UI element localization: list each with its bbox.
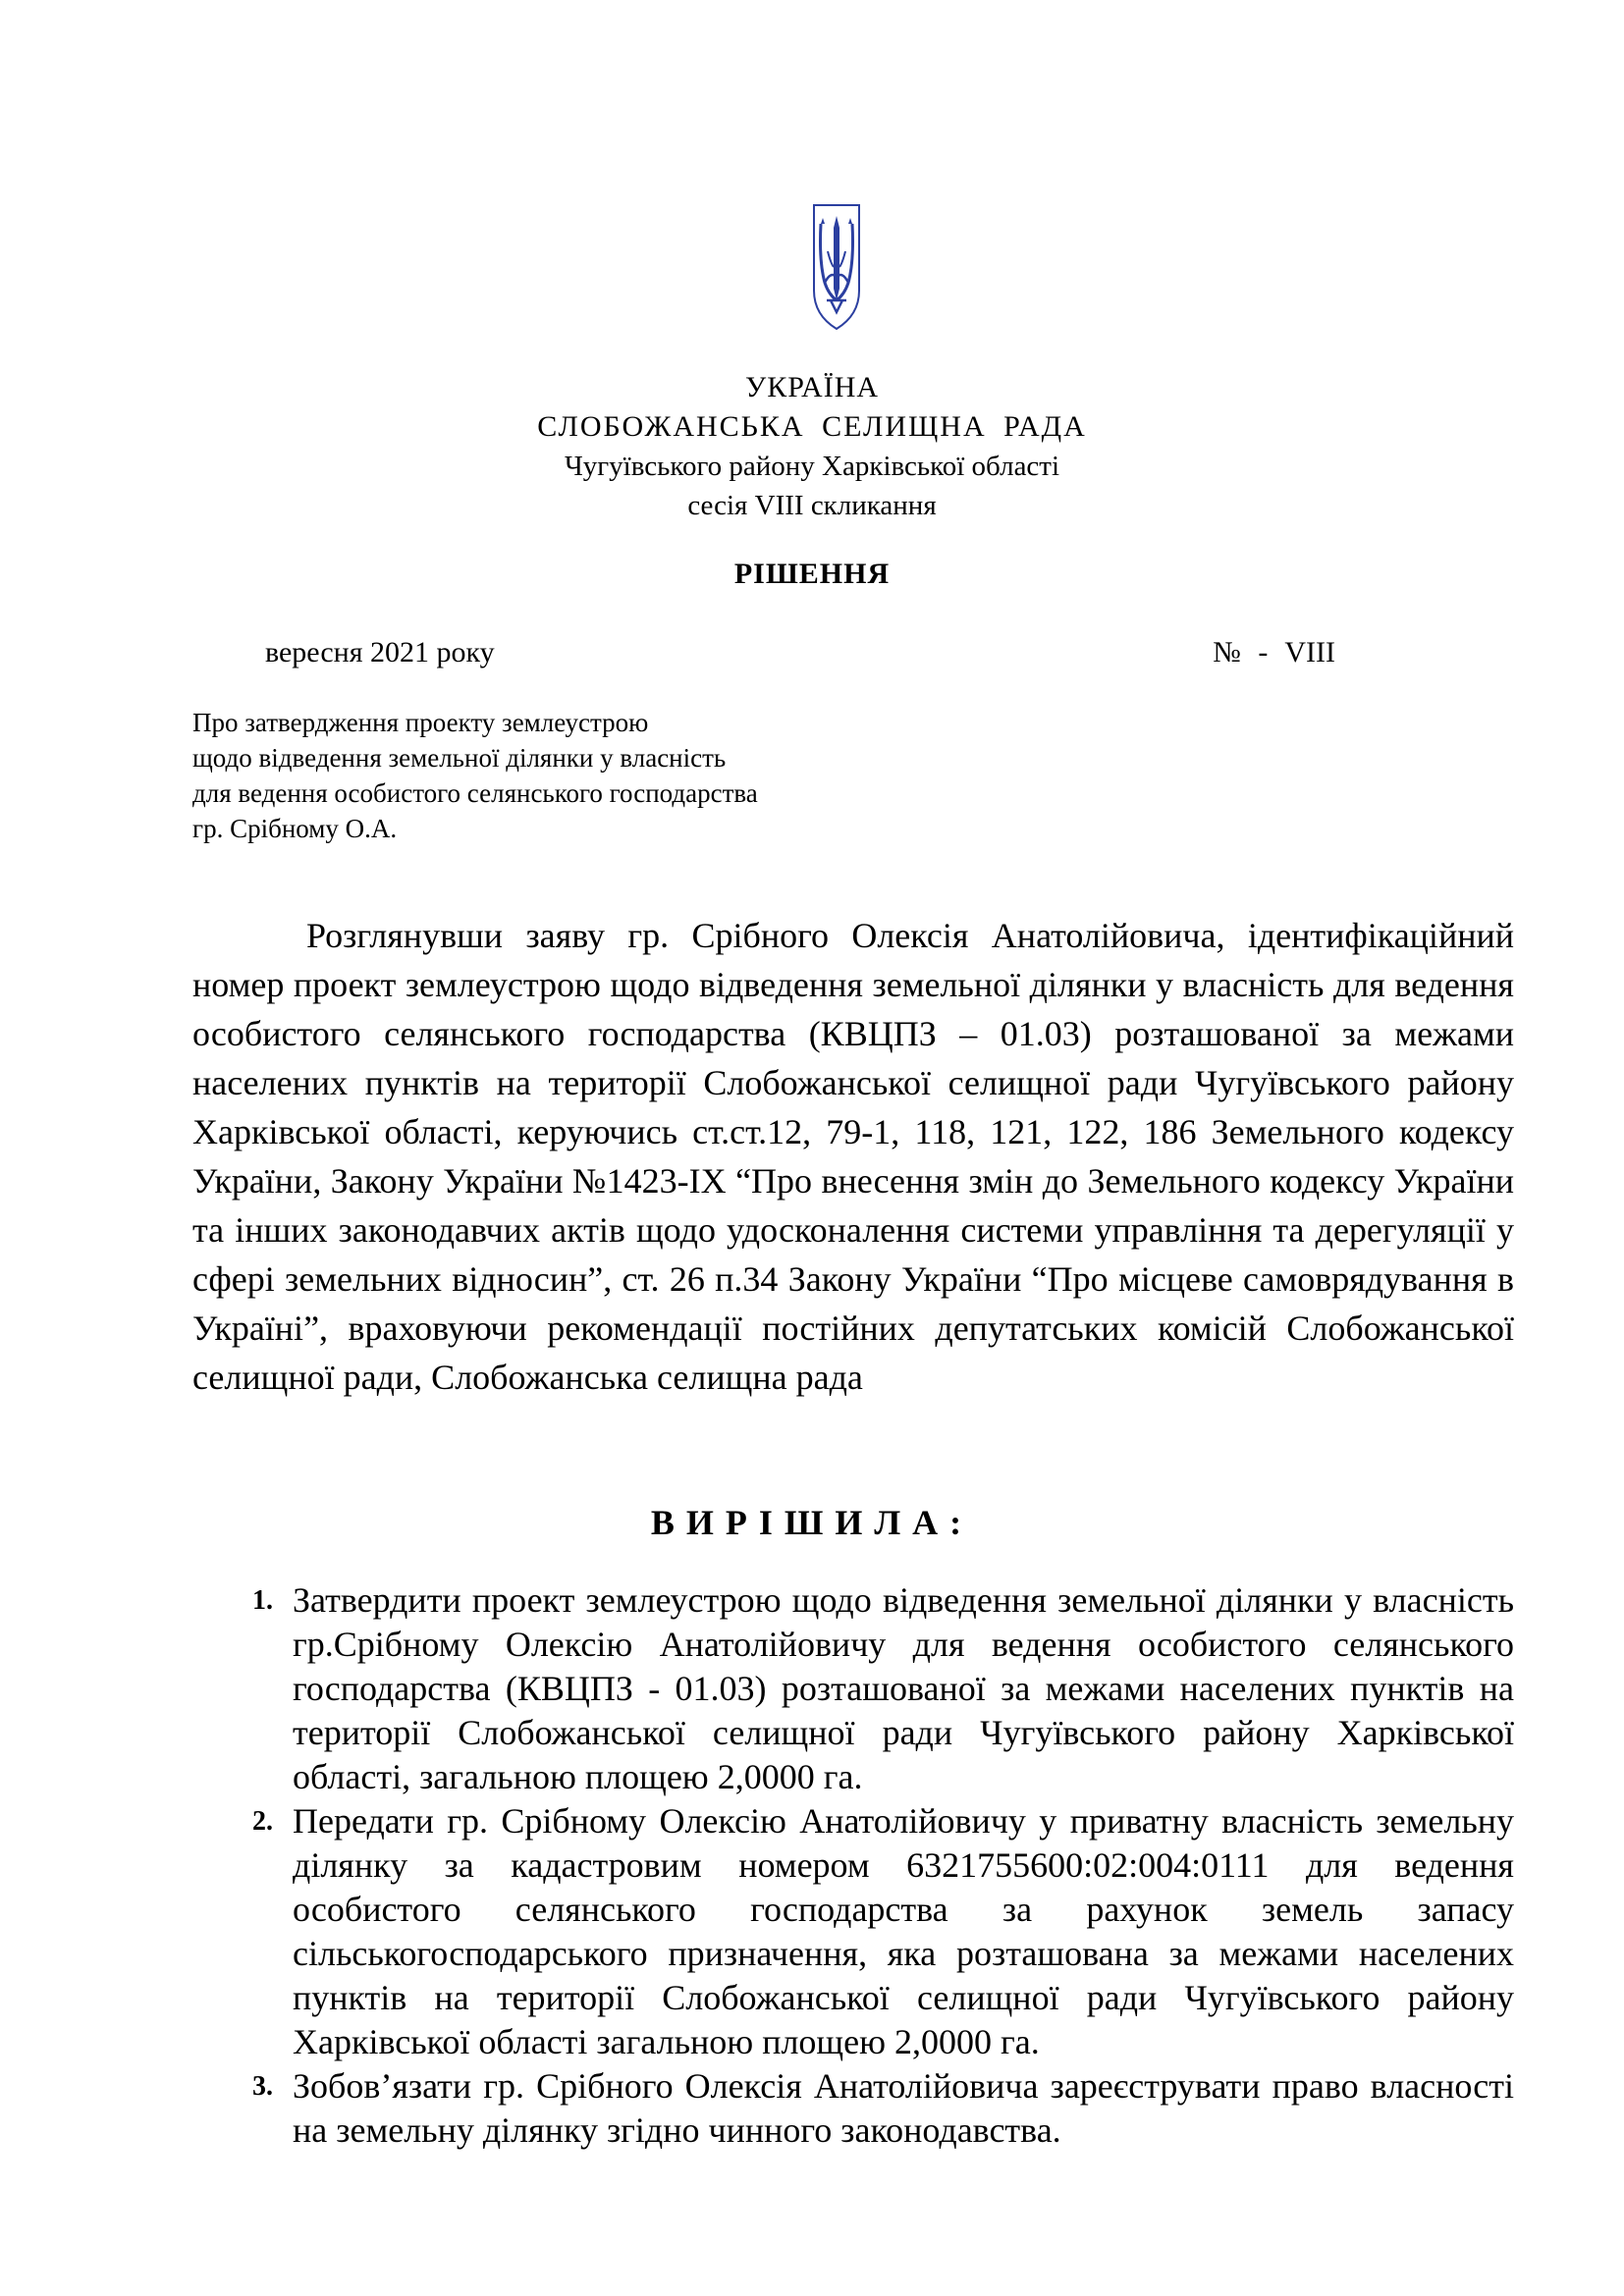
item-number: 3. bbox=[252, 2071, 273, 2102]
session-name: сесія VIII скликання bbox=[687, 490, 937, 521]
subject-line: Про затвердження проекту землеустрою bbox=[192, 708, 649, 737]
item-number: 1. bbox=[252, 1585, 273, 1616]
item-number: 2. bbox=[252, 1806, 273, 1837]
document-header bbox=[0, 368, 1624, 525]
country-name: УКРАЇНА bbox=[744, 371, 880, 403]
subject-line: для ведення особистого селянського господарства bbox=[192, 778, 758, 808]
decision-item bbox=[192, 2064, 1514, 2153]
decision-subject bbox=[192, 705, 1076, 846]
resolved-heading: ВИРІШИЛА: bbox=[650, 1503, 974, 1542]
item-text: Зобов’язати гр. Срібного Олексія Анатолійовича зареєструвати право власності на земельну ділянку згідно чинного законодавства. bbox=[293, 2066, 1514, 2150]
subject-line: гр. Срібному О.А. bbox=[192, 814, 398, 843]
district-name: Чугуївського району Харківської області bbox=[564, 451, 1060, 482]
decision-item bbox=[192, 1799, 1514, 2064]
decision-title: РІШЕННЯ bbox=[733, 558, 891, 590]
decision-item bbox=[192, 1578, 1514, 1799]
trident-coat-of-arms-icon bbox=[811, 202, 862, 332]
item-text: Затвердити проект землеустрою щодо відведення земельної ділянки у власність гр.Срібному Олексію Анатолійовичу для ведення особистого селянського господарства (КВЦПЗ - 01.03) розташованої за межами населених пунктів на території Слобожанської селищної ради Чугуївського району Харківської області, загальною площею 2,0000 га. bbox=[293, 1580, 1514, 1796]
item-text: Передати гр. Срібному Олексію Анатолійовичу у приватну власність земельну ділянку за кадастровим номером 6321755600:02:004:0111 для ведення особистого селянського господарства за рахунок земель запасу сільськогосподарського призначення, яка розташована за межами населених пунктів на території Слобожанської селищної ради Чугуївського району Харківської області загальною площею 2,0000 га. bbox=[293, 1801, 1514, 2061]
decision-date: вересня 2021 року bbox=[265, 636, 495, 668]
subject-line: щодо відведення земельної ділянки у власність bbox=[192, 743, 727, 773]
preamble-paragraph: Розглянувши заяву гр. Срібного Олексія Анатолійовича, ідентифікаційний номер проект землеустрою щодо відведення земельної ділянки у власність для ведення особистого селянського господарства (КВЦПЗ – 01.03) розташованої за межами населених пунктів на території Слобожанської селищної ради Чугуївського району Харківської області, керуючись ст.ст.12, 79-1, 118, 121, 122, 186 Земельного кодексу України, Закону України №1423-ІХ “Про внесення змін до Земельного кодексу України та інших законодавчих актів щодо удосконалення системи управління та дерегуляції у сфері земельних відносин”, ст. 26 п.34 Закону України “Про місцеве самоврядування в Україні”, враховуючи рекомендації постійних депутатських комісій Слобожанської селищної ради, Слобожанська селищна рада bbox=[192, 916, 1514, 1397]
decision-items bbox=[192, 1578, 1514, 2153]
decision-number: № - VIII bbox=[1213, 636, 1335, 668]
council-name: СЛОБОЖАНСЬКА СЕЛИЩНА РАДА bbox=[537, 410, 1087, 443]
